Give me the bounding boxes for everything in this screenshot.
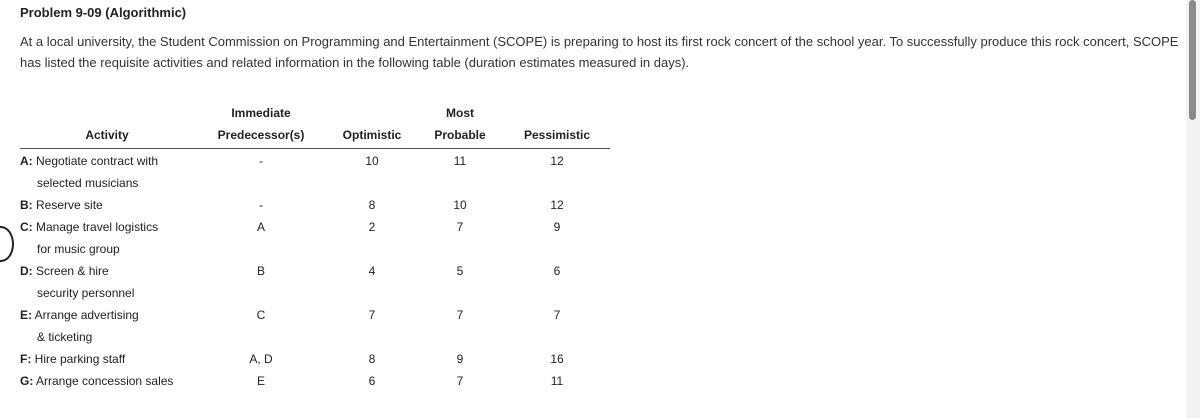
predecessor-cell: - [259, 198, 263, 212]
optimistic-cell: 2 [368, 220, 376, 234]
activity-letter: C: [20, 220, 33, 234]
vertical-scrollbar[interactable] [1186, 0, 1200, 418]
scrollbar-thumb[interactable] [1189, 0, 1196, 120]
header-activity: Activity [85, 128, 129, 142]
activity-description-cont: for music group [37, 242, 120, 256]
probable-cell: 10 [453, 198, 467, 212]
activity-letter: E: [20, 308, 32, 322]
activity-letter: D: [20, 264, 33, 278]
optimistic-cell: 7 [368, 308, 376, 322]
header-predecessor-line1: Immediate [231, 106, 291, 120]
pessimistic-cell: 12 [550, 198, 564, 212]
optimistic-cell: 6 [368, 374, 376, 388]
activity-letter: B: [20, 198, 33, 212]
predecessor-cell: C [256, 308, 266, 322]
pessimistic-cell: 9 [553, 220, 561, 234]
predecessor-cell: - [259, 154, 263, 168]
probable-cell: 5 [456, 264, 464, 278]
header-most-line2: Probable [434, 128, 486, 142]
activity-description: Negotiate contract with [36, 154, 159, 168]
pessimistic-cell: 11 [550, 374, 564, 388]
activity-description-cont: & ticketing [37, 330, 93, 344]
activity-letter: F: [20, 352, 32, 366]
predecessor-cell: A [256, 220, 265, 234]
predecessor-cell: B [256, 264, 265, 278]
pessimistic-cell: 7 [553, 308, 561, 322]
optimistic-cell: 8 [368, 352, 376, 366]
optimistic-cell: 4 [368, 264, 376, 278]
activity-description: Hire parking staff [34, 352, 126, 366]
pessimistic-cell: 6 [553, 264, 561, 278]
activity-description-cont: security personnel [37, 286, 135, 300]
optimistic-cell: 8 [368, 198, 376, 212]
activity-letter: A: [20, 154, 33, 168]
header-divider [20, 148, 610, 149]
problem-title: Problem 9-09 (Algorithmic) [20, 5, 187, 20]
probable-cell: 9 [456, 352, 464, 366]
activity-description: Arrange concession sales [36, 374, 174, 388]
predecessor-cell: E [256, 374, 265, 388]
pessimistic-cell: 12 [550, 154, 564, 168]
probable-cell: 11 [453, 154, 467, 168]
probable-cell: 7 [456, 374, 464, 388]
activity-description: Reserve site [36, 198, 103, 212]
optimistic-cell: 10 [365, 154, 379, 168]
header-optimistic: Optimistic [342, 128, 402, 142]
pessimistic-cell: 16 [550, 352, 564, 366]
probable-cell: 7 [456, 308, 464, 322]
problem-intro: At a local university, the Student Commission on Programming and Entertainment (SCOPE) is preparing to host its first rock concert of the school year. To successfully produce this rock concert, SCOPE has listed the requisite activities and related information in the following table (duration estimates measured in days). [20, 34, 1179, 70]
activity-description: Arrange advertising [34, 308, 139, 322]
activity-description: Manage travel logistics [36, 220, 159, 234]
header-most-line1: Most [446, 106, 474, 120]
activity-description-cont: selected musicians [37, 176, 139, 190]
probable-cell: 7 [456, 220, 464, 234]
activity-description: Screen & hire [36, 264, 109, 278]
header-pessimistic: Pessimistic [523, 128, 591, 142]
predecessor-cell: A, D [249, 352, 273, 366]
cursor-indicator [0, 226, 14, 262]
activity-letter: G: [20, 374, 34, 388]
header-predecessor-line2: Predecessor(s) [217, 128, 305, 142]
